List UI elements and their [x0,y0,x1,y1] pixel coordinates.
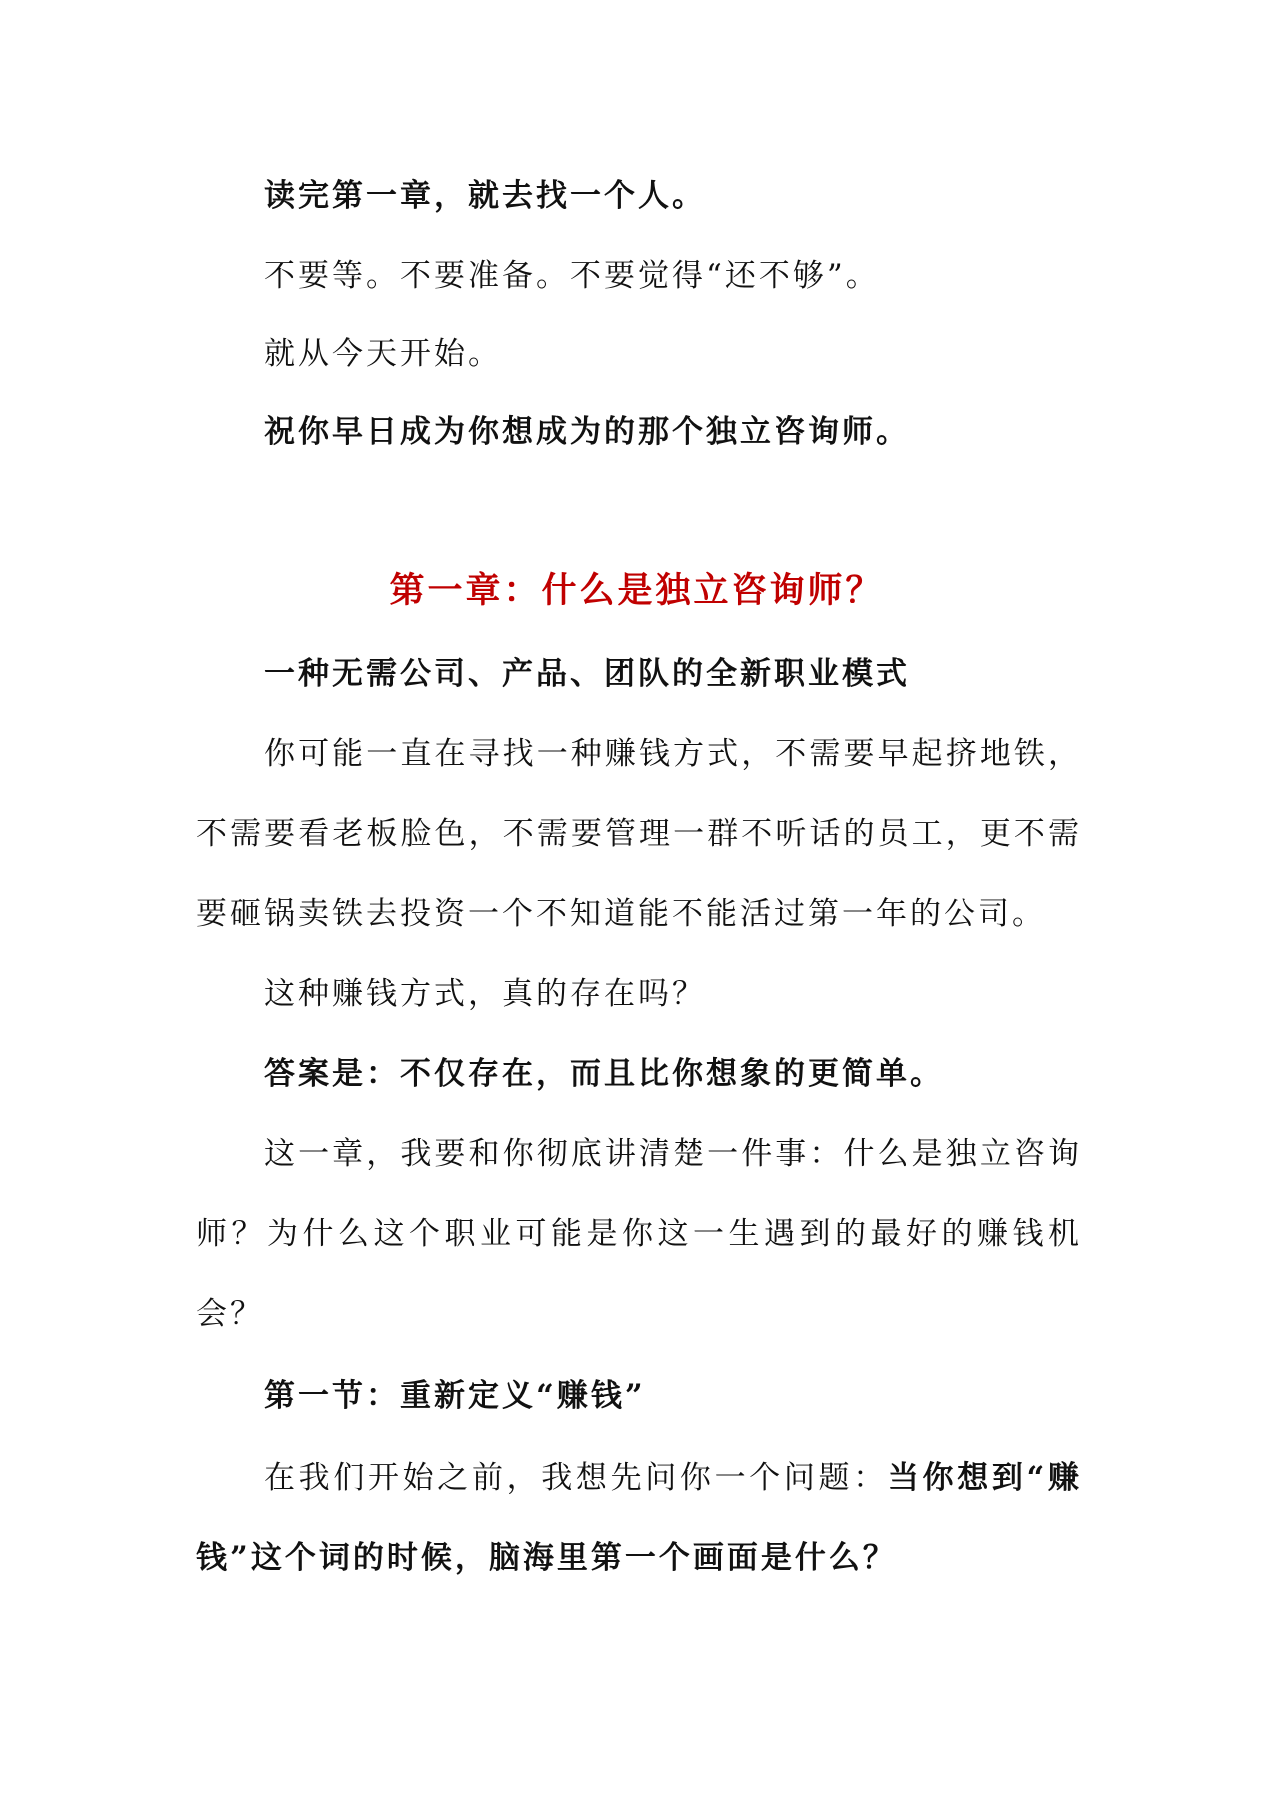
paragraph-2: 这种赚钱方式，真的存在吗？ [264,976,706,1012]
section-title: 第一节：重新定义“赚钱” [264,1378,646,1414]
chapter-title: 第一章：什么是独立咨询师？ [389,570,884,611]
intro-line-3: 就从今天开始。 [264,336,502,372]
paragraph-1-line-3: 要砸锅卖铁去投资一个不知道能不能活过第一年的公司。 [196,896,1046,932]
paragraph-1-line-2: 不需要看老板脸色，不需要管理一群不听话的员工，更不需 [196,816,1082,852]
paragraph-1-line-1: 你可能一直在寻找一种赚钱方式，不需要早起挤地铁， [264,736,1082,772]
paragraph-3: 答案是：不仅存在，而且比你想象的更简单。 [264,1056,944,1092]
paragraph-5-line-2: 钱”这个词的时候，脑海里第一个画面是什么？ [196,1540,897,1576]
paragraph-5-normal-text: 在我们开始之前，我想先问你一个问题： [264,1460,888,1496]
intro-line-4: 祝你早日成为你想成为的那个独立咨询师。 [264,414,910,450]
paragraph-5-line-1 [264,1458,1082,1498]
intro-line-1: 读完第一章，就去找一个人。 [264,178,706,214]
paragraph-4-line-2: 师？为什么这个职业可能是你这一生遇到的最好的赚钱机 [196,1216,1082,1252]
paragraph-4-line-3: 会？ [196,1296,264,1332]
paragraph-4-line-1: 这一章，我要和你彻底讲清楚一件事：什么是独立咨询 [264,1136,1082,1172]
paragraph-5-bold-text: 当你想到“赚 [887,1460,1083,1496]
chapter-subtitle: 一种无需公司、产品、团队的全新职业模式 [264,656,910,692]
intro-line-2: 不要等。不要准备。不要觉得“还不够”。 [264,258,880,294]
